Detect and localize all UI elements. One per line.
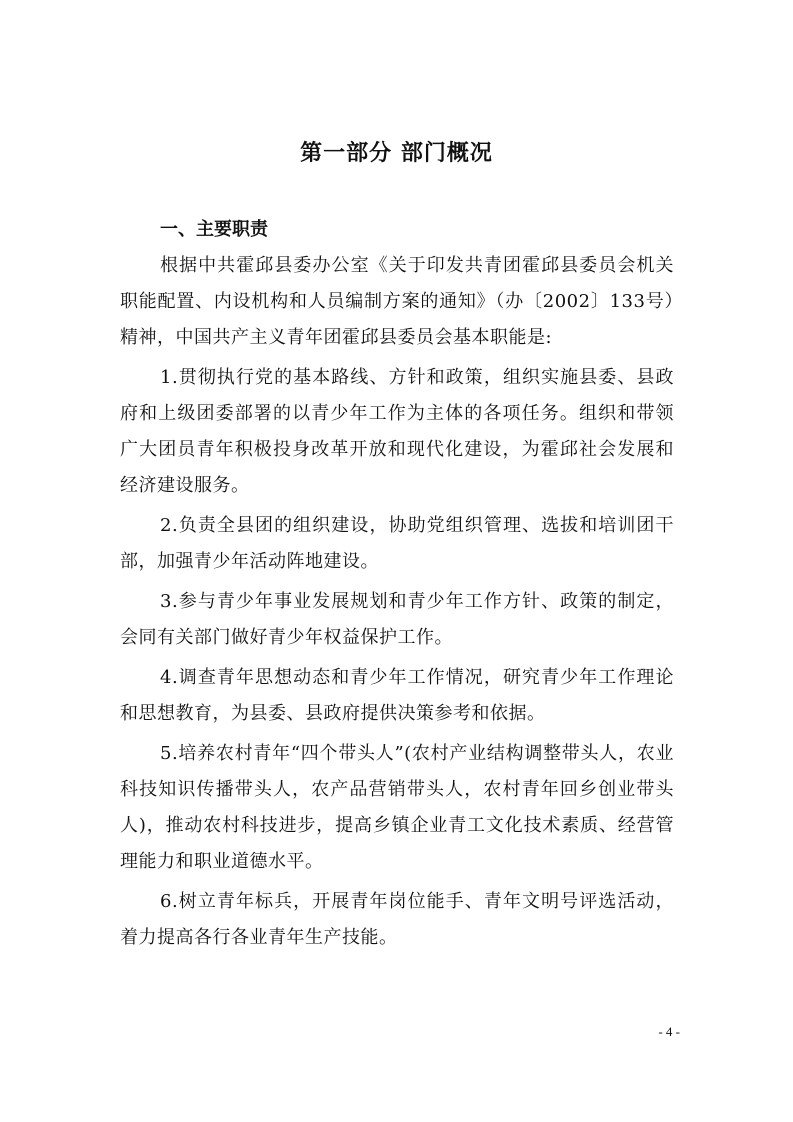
paragraph-intro: 根据中共霍邱县委办公室《关于印发共青团霍邱县委员会机关职能配置、内设机构和人员编制方案的通知》（办〔2002〕133号）精神，中国共产主义青年团霍邱县委员会基本职能是: — [120, 255, 674, 348]
paragraph-item-3: 3.参与青少年事业发展规划和青少年工作方针、政策的制定，会同有关部门做好青少年权益保护工作。 — [120, 591, 674, 648]
paragraph-item-4: 4.调查青年思想动态和青少年工作情况，研究青少年工作理论和思想教育，为县委、县政府提供决策参考和依据。 — [120, 667, 674, 724]
paragraph-item-2: 2.负责全县团的组织建设，协助党组织管理、选拔和培训团干部，加强青少年活动阵地建设。 — [120, 515, 674, 572]
paragraph-item-5: 5.培养农村青年“四个带头人”(农村产业结构调整带头人，农业科技知识传播带头人，农产品营销带头人，农村青年回乡创业带头人)，推动农村科技进步，提高乡镇企业青工文化技术素质、经营管理能力和职业道德水平。 — [120, 743, 674, 872]
paragraph-item-6: 6.树立青年标兵，开展青年岗位能手、青年文明号评选活动，着力提高各行各业青年生产技能。 — [120, 891, 674, 948]
page-number: - 4 - — [658, 1024, 680, 1039]
paragraph-item-1: 1.贯彻执行党的基本路线、方针和政策，组织实施县委、县政府和上级团委部署的以青少年工作为主体的各项任务。组织和带领广大团员青年积极投身改革开放和现代化建设，为霍邱社会发展和经济建设服务。 — [120, 367, 674, 496]
document-body — [120, 212, 674, 960]
section-heading: 一、主要职责 — [160, 219, 268, 240]
page-title: 第一部分 部门概况 — [300, 141, 493, 166]
